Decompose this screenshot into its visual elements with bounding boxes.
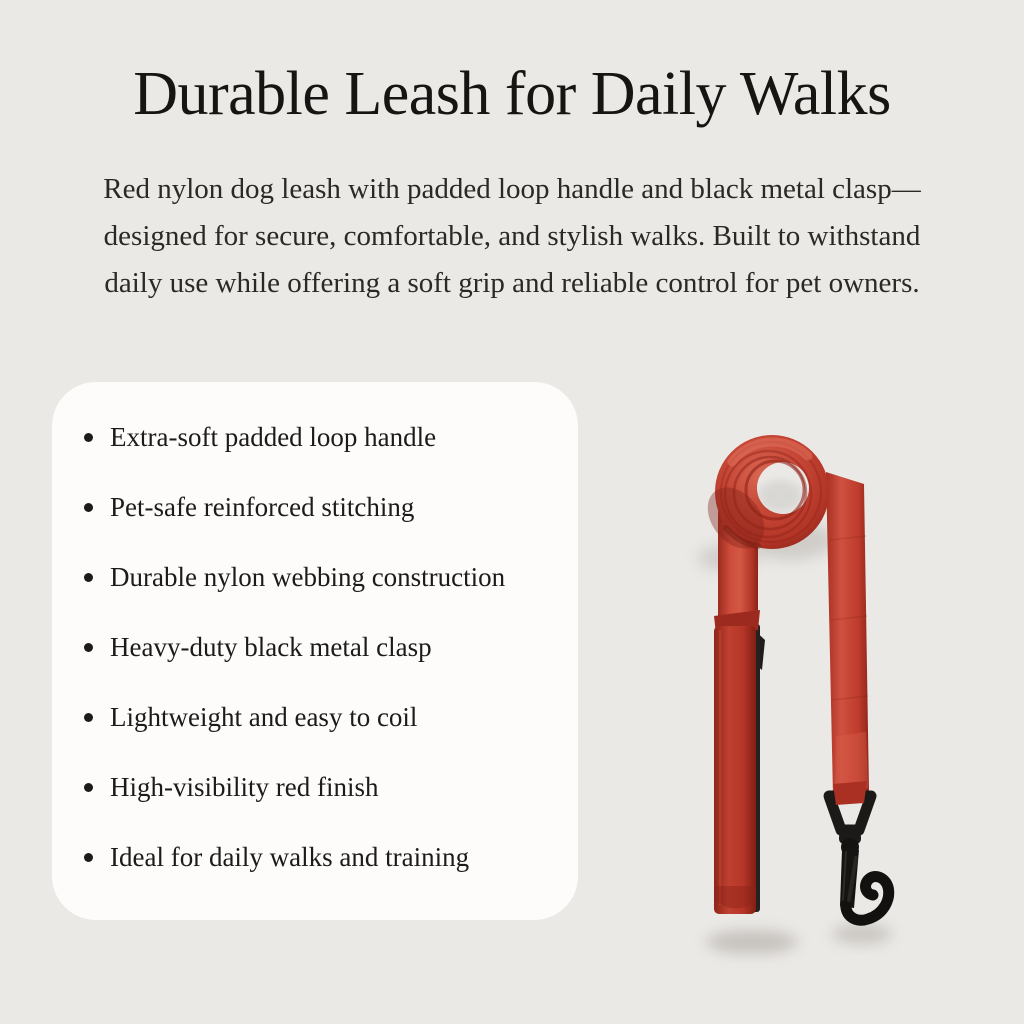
bullet-icon bbox=[84, 433, 93, 442]
feature-item bbox=[84, 774, 548, 801]
feature-label: Ideal for daily walks and training bbox=[110, 842, 470, 872]
features-card bbox=[52, 382, 578, 920]
feature-item bbox=[84, 634, 548, 661]
bullet-icon bbox=[84, 503, 93, 512]
feature-item bbox=[84, 424, 548, 451]
feature-label: High-visibility red finish bbox=[110, 772, 379, 802]
bullet-icon bbox=[84, 573, 93, 582]
bullet-icon bbox=[84, 643, 93, 652]
features-list bbox=[84, 424, 548, 871]
feature-label: Pet-safe reinforced stitching bbox=[110, 492, 415, 522]
bullet-icon bbox=[84, 713, 93, 722]
feature-item bbox=[84, 844, 548, 871]
feature-item bbox=[84, 564, 548, 591]
bullet-icon bbox=[84, 853, 93, 862]
leash-clasp-icon bbox=[829, 781, 889, 920]
bullet-icon bbox=[84, 783, 93, 792]
feature-item bbox=[84, 704, 548, 731]
feature-label: Durable nylon webbing construction bbox=[110, 562, 506, 592]
product-photo-leash bbox=[640, 400, 1024, 1024]
feature-item bbox=[84, 494, 548, 521]
page-description: Red nylon dog leash with padded loop handle and black metal clasp—designed for secure, comfortable, and stylish walks. Built to withstand daily use while offering a soft grip and reliable control for pet owners. bbox=[103, 173, 921, 299]
feature-label: Heavy-duty black metal clasp bbox=[110, 632, 432, 662]
feature-label: Lightweight and easy to coil bbox=[110, 702, 418, 732]
leash-handle-strap bbox=[714, 505, 765, 914]
page-title: Durable Leash for Daily Walks bbox=[133, 60, 891, 128]
leash-lead-strap bbox=[826, 472, 869, 796]
feature-label: Extra-soft padded loop handle bbox=[110, 422, 437, 452]
